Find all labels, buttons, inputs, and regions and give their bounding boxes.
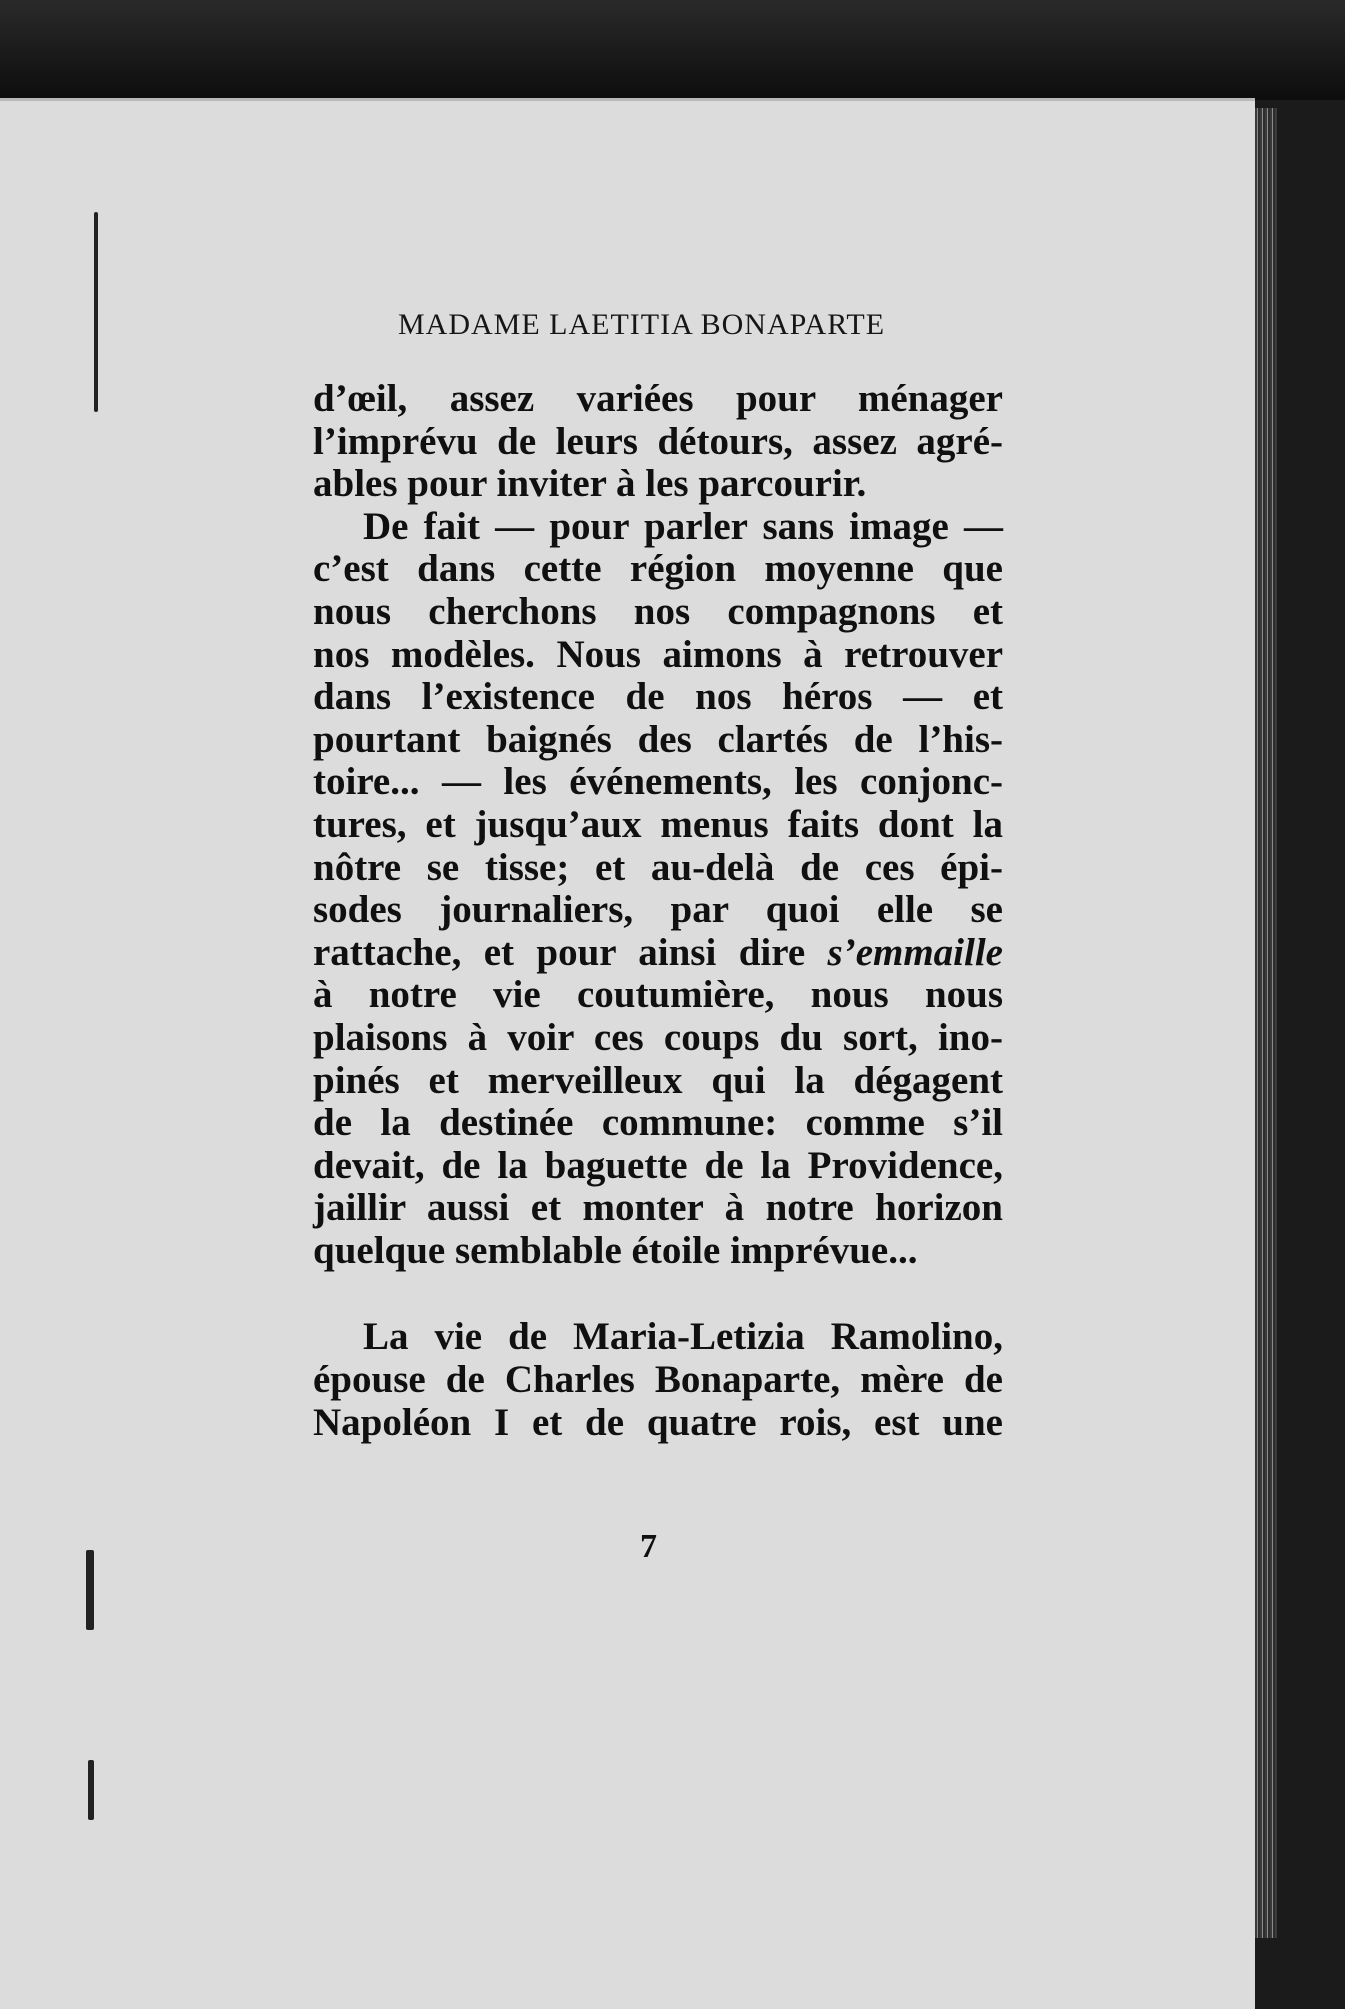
body-text bbox=[313, 378, 1003, 1444]
text-line: pinés et merveilleux qui la dégagent bbox=[313, 1058, 1003, 1102]
page-stack-edge bbox=[1255, 108, 1277, 1938]
text-line: pourtant baignés des clartés de l’his- bbox=[313, 717, 1003, 761]
text-line: jaillir aussi et monter à notre horizon bbox=[313, 1186, 1003, 1230]
text-line: nos modèles. Nous aimons à retrouver bbox=[313, 632, 1003, 676]
text-line: plaisons à voir ces coups du sort, ino- bbox=[313, 1015, 1003, 1059]
scan-top-border bbox=[0, 0, 1345, 100]
text-line: tures, et jusqu’aux menus faits dont la bbox=[313, 802, 1003, 846]
binding-mark bbox=[86, 1550, 94, 1630]
page-number: 7 bbox=[640, 1528, 657, 1565]
text-line: nôtre se tisse; et au-delà de ces épi- bbox=[313, 845, 1003, 889]
text-line: toire... — les événements, les conjonc- bbox=[313, 760, 1003, 804]
text-line: quelque semblable étoile imprévue... bbox=[313, 1228, 918, 1272]
text-line: l’imprévu de leurs détours, assez agré- bbox=[313, 419, 1003, 463]
text-line: à notre vie coutumière, nous nous bbox=[313, 973, 1003, 1017]
text-line: sodes journaliers, par quoi elle se bbox=[313, 888, 1003, 932]
text-line: nous cherchons nos compagnons et bbox=[313, 589, 1003, 633]
text-line bbox=[313, 932, 1003, 975]
italic-word: s’emmaille bbox=[827, 930, 1003, 974]
paragraph-gap bbox=[313, 1272, 1003, 1316]
text-fragment: rattache, et pour ainsi dire bbox=[313, 930, 828, 974]
text-line: de la destinée commune: comme s’il bbox=[313, 1101, 1003, 1145]
text-line: c’est dans cette région moyenne que bbox=[313, 547, 1003, 591]
text-line: épouse de Charles Bonaparte, mère de bbox=[313, 1358, 1003, 1402]
text-line: ables pour inviter à les parcourir. bbox=[313, 462, 867, 506]
text-line: d’œil, assez variées pour ménager bbox=[313, 377, 1003, 420]
binding-mark bbox=[88, 1760, 94, 1820]
text-line: La vie de Maria-Letizia Ramolino, bbox=[363, 1315, 1003, 1359]
text-line: De fait — pour parler sans image — bbox=[363, 504, 1003, 548]
text-line: Napoléon I et de quatre rois, est une bbox=[313, 1400, 1003, 1444]
text-line: dans l’existence de nos héros — et bbox=[313, 675, 1003, 719]
binding-mark bbox=[94, 212, 98, 412]
text-line: devait, de la baguette de la Providence, bbox=[313, 1143, 1003, 1187]
running-head: MADAME LAETITIA BONAPARTE bbox=[398, 308, 886, 341]
